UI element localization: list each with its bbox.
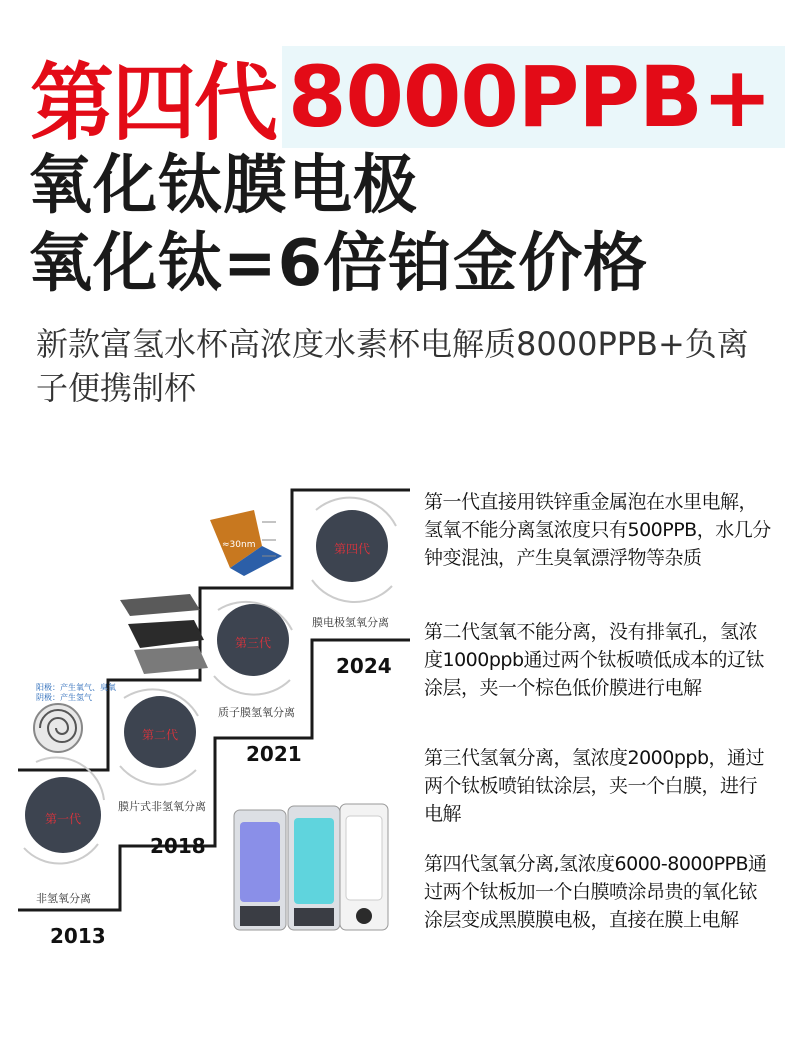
headline-generation: 第四代 — [30, 54, 277, 152]
product-subtitle: 新款富氢水杯高浓度水素杯电解质8000PPB+负离子便携制杯 — [36, 325, 749, 407]
gen4-caption: 膜电极氢氧分离 — [312, 616, 389, 629]
gen2-caption: 膜片式非氢氧分离 — [118, 800, 206, 813]
year-2018: 2018 — [150, 834, 206, 858]
hydrogen-cup-2 — [288, 806, 340, 930]
gen3-description: 第三代氢氧分离，氢浓度2000ppb，通过两个钛板喷铂钛涂层，夹一个白膜，进行电解 — [424, 747, 765, 825]
gen3-caption: 质子膜氢氧分离 — [218, 706, 295, 719]
gen1-description: 第一代直接用铁锌重金属泡在水里电解，氢氧不能分离氢浓度只有500PPB，水几分钟变混浊，产生臭氧漂浮物等杂质 — [424, 491, 771, 569]
gen1-caption: 非氢氧分离 — [36, 892, 91, 905]
headline-ppb: 8000PPB+ — [282, 46, 785, 148]
electrode-label-anode: 阳极：产生氧气、臭氧 — [36, 683, 116, 692]
year-2013: 2013 — [50, 924, 106, 948]
gen4-label: 第四代 — [334, 542, 371, 556]
hydrogen-cup-1 — [234, 810, 286, 930]
gen3-label: 第三代 — [235, 636, 272, 650]
year-2024: 2024 — [336, 654, 392, 678]
gen2-plates-icon — [120, 594, 208, 674]
gen2-label: 第二代 — [142, 728, 179, 742]
gen1-label: 第一代 — [45, 812, 82, 826]
gen1-electrode-icon — [34, 704, 82, 752]
hydrogen-cup-3 — [340, 804, 388, 930]
electrode-label-cathode: 阴极：产生氢气 — [36, 693, 92, 702]
headline-line2: 氧化钛膜电极 — [28, 149, 418, 223]
gen2-description: 第二代氢氧不能分离，没有排氧孔，氢浓度1000ppb通过两个钛板喷低成本的辽钛涂层，夹一个棕色低价膜进行电解 — [424, 621, 765, 699]
gen4-description: 第四代氢氧分离,氢浓度6000-8000PPB通过两个钛板加一个白膜喷涂昂贵的氧化铱涂层变成黑膜膜电极，直接在膜上电解 — [424, 853, 767, 931]
generation-staircase-diagram — [0, 470, 420, 970]
year-2021: 2021 — [246, 742, 302, 766]
thin-film-thickness-label: ≈30nm — [222, 540, 256, 550]
headline-line3: 氧化钛=6倍铂金价格 — [28, 227, 649, 301]
